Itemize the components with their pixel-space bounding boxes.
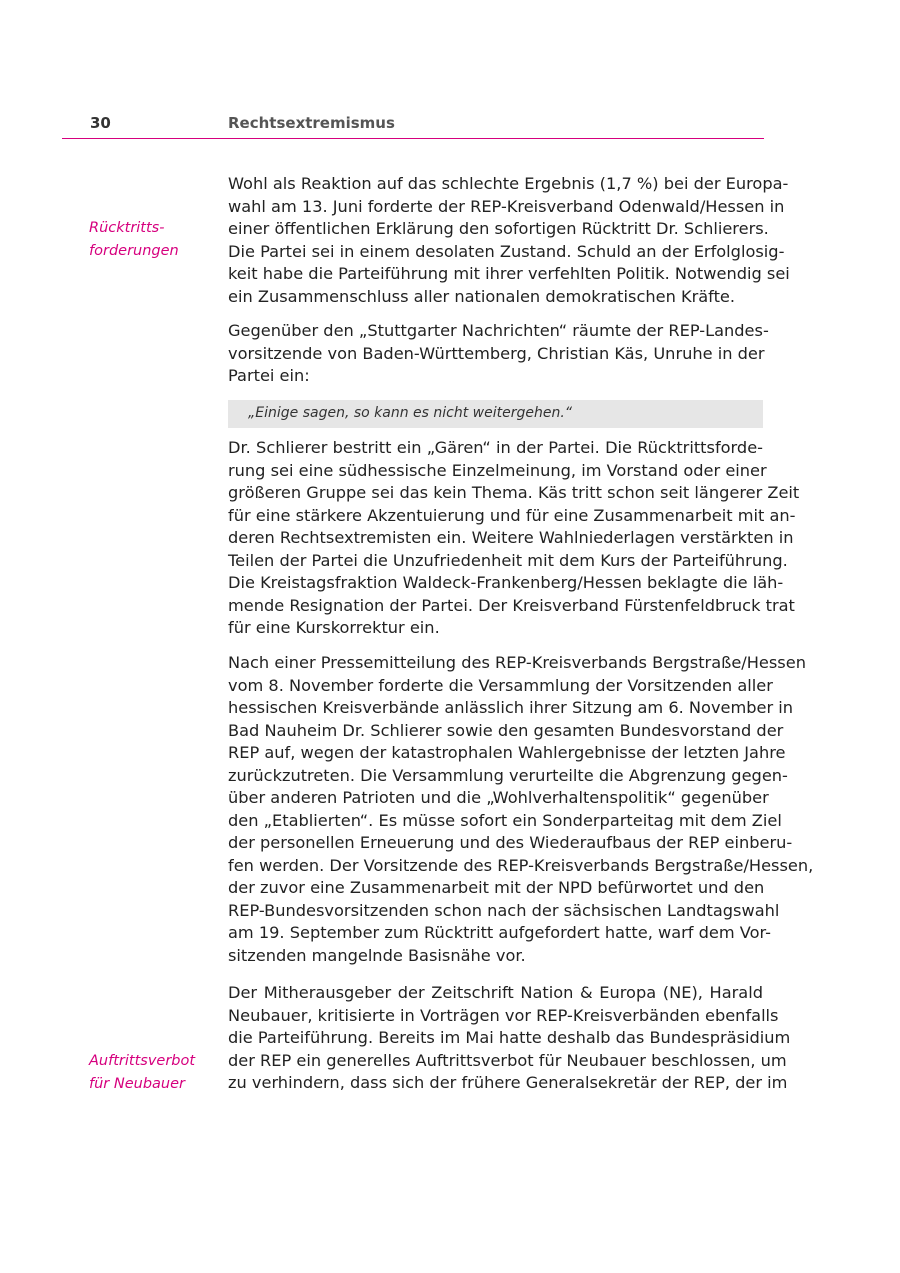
text-line: rung sei eine südhessische Einzelmeinung, im Vorstand oder einer (228, 460, 767, 480)
text-line: zurückzutreten. Die Versammlung verurteilte die Abgrenzung gegen- (228, 765, 788, 785)
text-line: sitzenden mangelnde Basisnähe vor. (228, 945, 526, 965)
text-line: Wohl als Reaktion auf das schlechte Ergebnis (1,7 %) bei der Europa- (228, 174, 789, 193)
text-line: den „Etablierten“. Es müsse sofort ein Sonderparteitag mit dem Ziel (228, 810, 782, 830)
quote-text: „Einige sagen, so kann es nicht weitergehen.“ (248, 405, 573, 421)
text-line: einer öffentlichen Erklärung den sofortigen Rücktritt Dr. Schlierers. (228, 219, 769, 238)
margin-note-ruecktrittsforderungen (89, 217, 214, 262)
text-line: Teilen der Partei die Unzufriedenheit mit dem Kurs der Parteiführung. (228, 550, 788, 570)
margin-note-line: für Neubauer (89, 1075, 185, 1092)
text-line: zu verhindern, dass sich der frühere Generalsekretär der REP, der im (228, 1073, 788, 1092)
text-line: der REP ein generelles Auftrittsverbot für Neubauer beschlossen, um (228, 1050, 787, 1070)
paragraph-5 (228, 982, 791, 1095)
text-line: REP-Bundesvorsitzenden schon nach der sächsischen Landtagswahl (228, 900, 780, 920)
text-line: Gegenüber den „Stuttgarter Nachrichten“ räumte der REP-Landes- (228, 321, 769, 340)
text-line: für eine Kurskorrektur ein. (228, 618, 440, 637)
text-line: fen werden. Der Vorsitzende des REP-Kreisverbands Bergstraße/Hessen, (228, 855, 814, 875)
text-line: Neubauer, kritisierte in Vorträgen vor REP-Kreisverbänden ebenfalls (228, 1005, 779, 1025)
text-line: wahl am 13. Juni forderte der REP-Kreisverband Odenwald/Hessen in (228, 196, 785, 216)
page-number: 30 (90, 114, 111, 132)
text-line: der zuvor eine Zusammenarbeit mit der NPD befürwortet und den (228, 878, 765, 897)
text-line: REP auf, wegen der katastrophalen Wahlergebnisse der letzten Jahre (228, 743, 786, 762)
text-line: der personellen Erneuerung und des Wiederaufbaus der REP einberu- (228, 833, 793, 852)
page-header (62, 112, 764, 139)
margin-note-line: forderungen (89, 242, 179, 259)
text-line: keit habe die Parteiführung mit ihrer verfehlten Politik. Notwendig sei (228, 264, 790, 283)
text-line: Die Kreistagsfraktion Waldeck-Frankenberg/Hessen beklagte die läh- (228, 573, 784, 592)
text-line: ein Zusammenschluss aller nationalen demokratischen Kräfte. (228, 286, 736, 306)
paragraph-1 (228, 173, 790, 308)
text-line: deren Rechtsextremisten ein. Weitere Wahlniederlagen verstärkten in (228, 528, 794, 547)
text-line: die Parteiführung. Bereits im Mai hatte deshalb das Bundespräsidium (228, 1028, 791, 1047)
text-line: vorsitzende von Baden-Württemberg, Christian Käs, Unruhe in der (228, 343, 765, 363)
text-line: vom 8. November forderte die Versammlung der Vorsitzenden aller (228, 675, 773, 695)
paragraph-2 (228, 320, 769, 388)
quote-box (228, 400, 763, 428)
text-line: Der Mitherausgeber der Zeitschrift Nation & Europa (NE), Harald (228, 983, 763, 1002)
margin-note-auftrittsverbot (89, 1050, 214, 1095)
text-line: Die Partei sei in einem desolaten Zustand. Schuld an der Erfolglosig- (228, 241, 785, 261)
paragraph-3 (228, 437, 800, 640)
text-line: am 19. September zum Rücktritt aufgefordert hatte, warf dem Vor- (228, 923, 771, 942)
margin-note-line: Rücktritts- (89, 220, 165, 236)
text-line: größeren Gruppe sei das kein Thema. Käs tritt schon seit längerer Zeit (228, 483, 800, 502)
text-line: über anderen Patrioten und die „Wohlverhaltenspolitik“ gegenüber (228, 788, 769, 807)
text-line: hessischen Kreisverbände anlässlich ihrer Sitzung am 6. November in (228, 698, 794, 717)
text-line: Partei ein: (228, 366, 310, 385)
paragraph-4 (228, 652, 814, 967)
running-title: Rechtsextremismus (228, 114, 395, 132)
margin-note-line: Auftrittsverbot (89, 1053, 196, 1069)
text-line: Nach einer Pressemitteilung des REP-Kreisverbands Bergstraße/Hessen (228, 653, 806, 672)
text-line: Dr. Schlierer bestritt ein „Gären“ in der Partei. Die Rücktrittsforde- (228, 438, 763, 457)
text-line: Bad Nauheim Dr. Schlierer sowie den gesamten Bundesvorstand der (228, 720, 784, 740)
text-line: für eine stärkere Akzentuierung und für eine Zusammenarbeit mit an- (228, 505, 796, 525)
text-line: mende Resignation der Partei. Der Kreisverband Fürstenfeldbruck trat (228, 595, 795, 615)
